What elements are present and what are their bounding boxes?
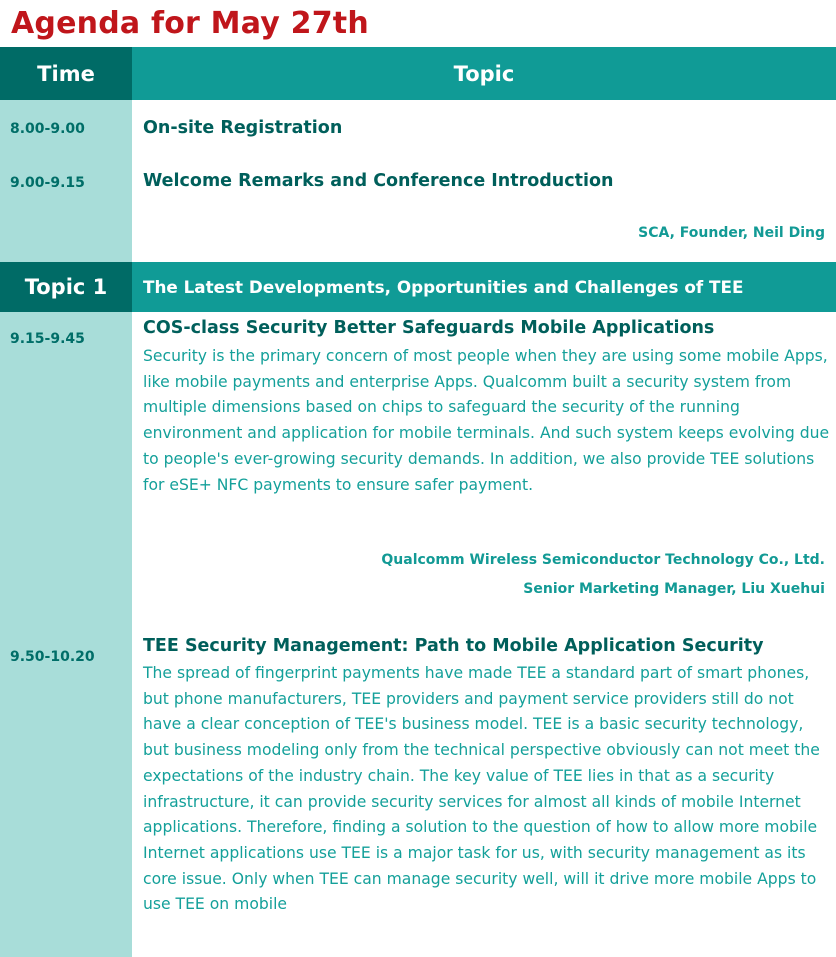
time-session-2: 9.50-10.20 — [10, 649, 95, 665]
topic-registration: On-site Registration — [143, 118, 343, 138]
topic-session-1: COS-class Security Better Safeguards Mobile Applications — [143, 318, 715, 338]
time-registration: 8.00-9.00 — [10, 121, 85, 137]
speaker-session-1-name: Senior Marketing Manager, Liu Xuehui — [523, 581, 825, 597]
topic-welcome: Welcome Remarks and Conference Introduction — [143, 171, 614, 191]
section-title: The Latest Developments, Opportunities and Challenges of TEE — [132, 262, 836, 312]
time-welcome: 9.00-9.15 — [10, 175, 85, 191]
topic-session-2: TEE Security Management: Path to Mobile Application Security — [143, 636, 764, 656]
table-header — [0, 47, 836, 100]
speaker-session-1-org: Qualcomm Wireless Semiconductor Technology Co., Ltd. — [381, 552, 825, 568]
speaker-welcome: SCA, Founder, Neil Ding — [638, 225, 825, 241]
description-session-2: The spread of fingerprint payments have made TEE a standard part of smart phones, but phone manufacturers, TEE providers and payment service providers still do not have a clear conception of TEE's business model. TEE is a basic security technology, but business modeling only from the technical perspective obviously can not meet the expectations of the industry chain. The key value of TEE lies in that as a security infrastructure, it can provide security services for almost all kinds of mobile Internet applications. Therefore, finding a solution to the question of how to allow more mobile Internet applications use TEE is a major task for us, with security management as its core issue. Only when TEE can manage security well, will it drive more mobile Apps to use TEE on mobile — [143, 664, 820, 914]
page-title: Agenda for May 27th — [11, 6, 369, 41]
time-session-1: 9.15-9.45 — [10, 331, 85, 347]
header-time: Time — [0, 47, 132, 100]
header-topic: Topic — [132, 47, 836, 100]
time-column-section — [0, 312, 132, 957]
section-header-topic-1 — [0, 262, 836, 312]
description-session-1: Security is the primary concern of most people when they are using some mobile Apps, like mobile payments and enterprise Apps. Qualcomm built a security system from multiple dimensions based on chips to safeguard the security of the running environment and application for mobile terminals. And such system keeps evolving due to people's ever-growing security demands. In addition, we also provide TEE solutions for eSE+ NFC payments to ensure safer payment. — [143, 347, 830, 494]
section-label: Topic 1 — [0, 262, 132, 312]
